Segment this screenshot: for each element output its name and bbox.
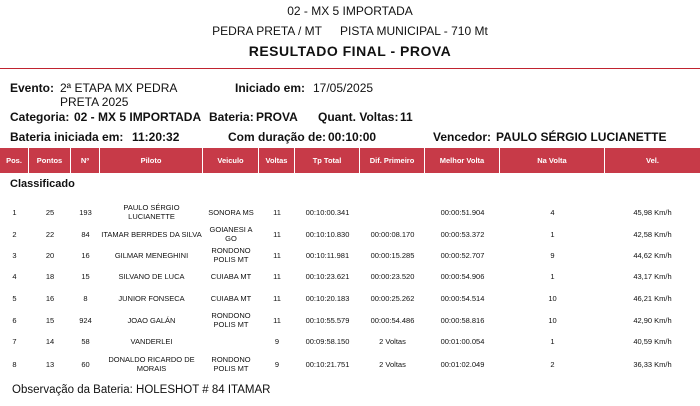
cell-pos: 1 [12, 207, 17, 217]
cell-num: 924 [79, 315, 92, 325]
cell-na-volta: 1 [550, 229, 555, 239]
col-na-volta: Na Volta [500, 148, 605, 173]
cell-veiculo: RONDONO POLIS MT [211, 246, 251, 264]
cell-piloto: ITAMAR BERRDES DA SILVA [101, 229, 202, 239]
cell-dif: 00:00:23.520 [370, 271, 415, 281]
col-dif-primeiro: Dif. Primeiro [360, 148, 425, 173]
evento-value: 2ª ETAPA MX PEDRA PRETA 2025 [60, 81, 177, 109]
cell-dif: 00:00:25.262 [370, 293, 415, 303]
cell-pontos: 13 [45, 359, 55, 369]
col-veiculo: Veiculo [203, 148, 259, 173]
track-label: PISTA MUNICIPAL - 710 Mt [339, 24, 488, 38]
cell-na-volta: 2 [550, 359, 555, 369]
cell-vel: 46,21 Km/h [633, 293, 672, 303]
voltas-label: Quant. Voltas: [318, 110, 399, 124]
col-melhor-volta: Melhor Volta [425, 148, 500, 173]
cell-vel: 43,17 Km/h [633, 271, 672, 281]
cell-voltas: 11 [273, 293, 281, 303]
cell-melhor: 00:00:54.906 [440, 271, 485, 281]
voltas-value: 11 [400, 110, 413, 124]
cell-veiculo [203, 331, 259, 351]
col-tp-total: Tp Total [295, 148, 360, 173]
cell-na-volta: 10 [548, 315, 557, 325]
report-location [0, 24, 700, 38]
cell-piloto: SILVANO DE LUCA [118, 271, 185, 281]
bateria-value: PROVA [256, 110, 298, 124]
cell-na-volta: 4 [550, 207, 555, 217]
cell-veiculo: GOIANESI A GO [209, 225, 253, 243]
cell-piloto: PAULO SÉRGIO LUCIANETTE [123, 203, 180, 221]
cell-voltas: 9 [274, 336, 280, 346]
col-voltas: Voltas [259, 148, 295, 173]
cell-piloto: GILMAR MENEGHINI [114, 250, 189, 260]
categoria-value: 02 - MX 5 IMPORTADA [74, 110, 202, 124]
cell-pontos: 25 [45, 207, 55, 217]
cell-num: 193 [79, 207, 92, 217]
col-piloto: Piloto [100, 148, 203, 173]
cell-total: 00:10:20.183 [305, 293, 350, 303]
duracao-value: 00:10:00 [328, 130, 377, 144]
cell-voltas: 11 [273, 315, 281, 325]
cell-veiculo: RONDONO POLIS MT [211, 355, 251, 373]
cell-na-volta: 9 [550, 250, 555, 260]
cell-pos: 7 [12, 336, 17, 346]
cell-total: 00:10:10.830 [305, 229, 350, 239]
cell-pontos: 15 [45, 315, 55, 325]
cell-total: 00:10:21.751 [305, 359, 350, 369]
cell-pos: 8 [12, 359, 17, 369]
cell-pontos: 18 [45, 271, 55, 281]
iniciado-label: Iniciado em: [235, 81, 306, 95]
cell-num: 16 [81, 250, 90, 260]
cell-vel: 45,98 Km/h [633, 207, 672, 217]
cell-piloto: JOAO GALÁN [127, 315, 176, 325]
cell-total: 00:10:11.981 [305, 250, 350, 260]
cell-melhor: 00:00:54.514 [440, 293, 485, 303]
section-classificado: Classificado [10, 178, 75, 190]
bateria-iniciada-label: Bateria iniciada em: [10, 130, 124, 144]
col-numero: Nº [71, 148, 100, 173]
col-pontos: Pontos [29, 148, 71, 173]
cell-pontos: 16 [45, 293, 55, 303]
vencedor-label: Vencedor: [433, 130, 492, 144]
col-vel: Vel. [646, 156, 659, 165]
cell-num: 84 [81, 229, 90, 239]
cell-total: 00:10:55.579 [305, 315, 350, 325]
cell-total: 00:10:23.621 [305, 271, 350, 281]
cell-melhor: 00:01:00.054 [440, 336, 485, 346]
cell-piloto: VANDERLEI [130, 336, 173, 346]
cell-melhor: 00:00:58.816 [440, 315, 485, 325]
cell-voltas: 11 [273, 271, 281, 281]
report-subtitle: 02 - MX 5 IMPORTADA [287, 4, 413, 18]
categoria-label: Categoria: [10, 110, 70, 124]
cell-dif: 00:00:15.285 [370, 250, 415, 260]
cell-num: 58 [81, 336, 90, 346]
cell-melhor: 00:01:02.049 [440, 359, 485, 369]
cell-veiculo: CUIABA MT [210, 293, 252, 303]
cell-pos: 3 [12, 250, 17, 260]
cell-melhor: 00:00:52.707 [440, 250, 485, 260]
cell-na-volta: 1 [550, 336, 555, 346]
cell-pontos: 20 [45, 250, 55, 260]
cell-vel: 40,59 Km/h [633, 336, 672, 346]
cell-num: 8 [83, 293, 88, 303]
bateria-label: Bateria: [209, 110, 254, 124]
cell-pontos: 14 [45, 336, 55, 346]
cell-dif [360, 202, 425, 222]
cell-na-volta: 1 [550, 271, 555, 281]
col-pos: Pos. [0, 148, 29, 173]
cell-num: 60 [81, 359, 90, 369]
cell-melhor: 00:00:53.372 [440, 229, 485, 239]
cell-na-volta: 10 [548, 293, 557, 303]
results-table-header [0, 148, 700, 173]
cell-piloto: DONALDO RICARDO DE MORAIS [108, 355, 195, 373]
vencedor-value: PAULO SÉRGIO LUCIANETTE [496, 130, 667, 144]
bateria-iniciada-value: 11:20:32 [132, 130, 180, 144]
city-label: PEDRA PRETA / MT [212, 24, 322, 38]
cell-total: 00:10:00.341 [305, 207, 350, 217]
cell-voltas: 11 [273, 229, 281, 239]
observacao-text: Observação da Bateria: HOLESHOT # 84 ITAMAR [12, 384, 271, 396]
cell-pontos: 22 [45, 229, 55, 239]
cell-melhor: 00:00:51.904 [440, 207, 485, 217]
cell-pos: 2 [12, 229, 17, 239]
cell-pos: 4 [12, 271, 17, 281]
cell-dif: 00:00:54.486 [370, 315, 415, 325]
cell-voltas: 11 [273, 207, 281, 217]
evento-label: Evento: [10, 81, 55, 95]
iniciado-value: 17/05/2025 [313, 81, 374, 95]
cell-dif: 2 Voltas [379, 359, 406, 369]
cell-vel: 42,58 Km/h [633, 229, 672, 239]
report-title: RESULTADO FINAL - PROVA [248, 43, 452, 59]
cell-pos: 5 [12, 293, 17, 303]
cell-veiculo: RONDONO POLIS MT [211, 311, 251, 329]
cell-veiculo: SONORA MS [208, 207, 254, 217]
duracao-label: Com duração de: [228, 130, 327, 144]
cell-dif: 2 Voltas [379, 336, 406, 346]
cell-veiculo: CUIABA MT [210, 271, 252, 281]
cell-total: 00:09:58.150 [305, 336, 350, 346]
cell-piloto: JUNIOR FONSECA [118, 293, 185, 303]
cell-voltas: 11 [273, 250, 281, 260]
cell-pos: 6 [12, 315, 17, 325]
cell-voltas: 9 [274, 359, 280, 369]
cell-vel: 42,90 Km/h [633, 315, 672, 325]
cell-dif: 00:00:08.170 [370, 229, 415, 239]
header-divider [0, 68, 700, 69]
cell-vel: 44,62 Km/h [633, 250, 672, 260]
cell-vel: 36,33 Km/h [633, 359, 672, 369]
cell-num: 15 [81, 271, 90, 281]
